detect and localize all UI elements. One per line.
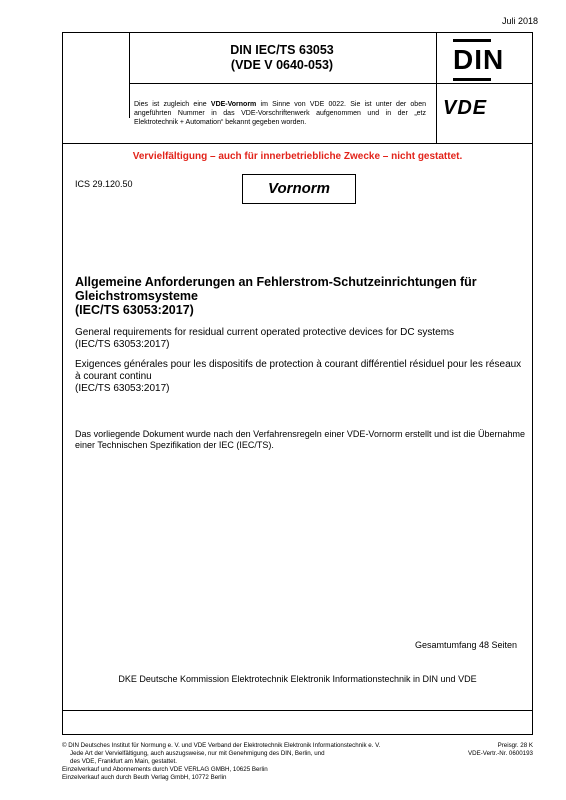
ics-code: ICS 29.120.50: [75, 179, 133, 189]
footer-divider: [63, 710, 532, 711]
document-type-box: Vornorm: [242, 174, 356, 204]
publication-date: Juli 2018: [501, 16, 538, 26]
vde-note-prefix: Dies ist zugleich eine: [134, 101, 211, 108]
header-divider-mid: [129, 83, 532, 84]
copyright-line: © DIN Deutsches Institut für Normung e. V. und VDE Verband der Elektrotechnik Elektronik Informationstechnik e. V.: [62, 742, 381, 749]
reproduction-warning: Vervielfältigung – auch für innerbetriebliche Zwecke – nicht gestattet.: [132, 151, 463, 162]
standard-identifier: [129, 43, 435, 73]
reproduction-line: Jede Art der Vervielfältigung, auch auszugsweise, nur mit Genehmigung des DIN, Berlin, und: [70, 750, 325, 757]
standard-number: DIN IEC/TS 63053: [230, 43, 334, 57]
vde-note-bold: VDE-Vornorm: [210, 101, 257, 108]
title-german-main: Allgemeine Anforderungen an Fehlerstrom-Schutzeinrichtungen für Gleichstromsysteme: [75, 275, 477, 303]
header-divider-bottom: [63, 143, 532, 144]
vde-number: (VDE V 0640-053): [230, 58, 334, 72]
vde-note: [134, 100, 426, 127]
vde-logo: VDE: [443, 97, 488, 119]
copyright-footer: [62, 742, 422, 782]
price-info: [468, 742, 533, 758]
header-divider-right: [436, 33, 437, 143]
dke-commission: DKE Deutsche Kommission Elektrotechnik Elektronik Informationstechnik in DIN und VDE: [118, 674, 477, 684]
title-english-main: General requirements for residual current operated protective devices for DC systems: [75, 327, 455, 338]
title-english-ref: (IEC/TS 63053:2017): [75, 339, 170, 350]
reproduction-line-2: des VDE, Frankfurt am Main, gestattet.: [70, 758, 177, 765]
title-english: [75, 327, 525, 351]
title-french-main: Exigences générales pour les dispositifs de protection à courant différentiel résiduel pour les réseaux à courant continu: [75, 359, 522, 382]
price-group: Preisgr. 28 K: [497, 742, 533, 749]
document-frame: [62, 32, 533, 735]
title-german: [75, 275, 525, 317]
vde-note-suffix: im Sinne von VDE 0022. Sie ist unter der oben angeführten Nummer in das VDE-Vorschriftenwerk aufgenommen und in der „etz Elektrotechnik + Automation“ bekannt gegeben worden.: [134, 101, 426, 126]
title-french: [75, 359, 525, 395]
order-number: VDE-Vertr.-Nr. 0600193: [468, 750, 533, 757]
total-pages: Gesamtumfang 48 Seiten: [414, 640, 517, 650]
title-french-ref: (IEC/TS 63053:2017): [75, 383, 170, 394]
sales-line: Einzelverkauf und Abonnements durch VDE VERLAG GMBH, 10625 Berlin: [62, 766, 268, 773]
sales-line-2: Einzelverkauf auch durch Beuth Verlag GmbH, 10772 Berlin: [62, 774, 227, 781]
title-german-ref: (IEC/TS 63053:2017): [75, 303, 194, 317]
din-logo: DIN: [453, 39, 491, 81]
procedure-note: Das vorliegende Dokument wurde nach den Verfahrensregeln einer VDE-Vornorm erstellt und ist die Übernahme einer Technischen Spezifikation der IEC (IEC/TS).: [75, 429, 525, 450]
